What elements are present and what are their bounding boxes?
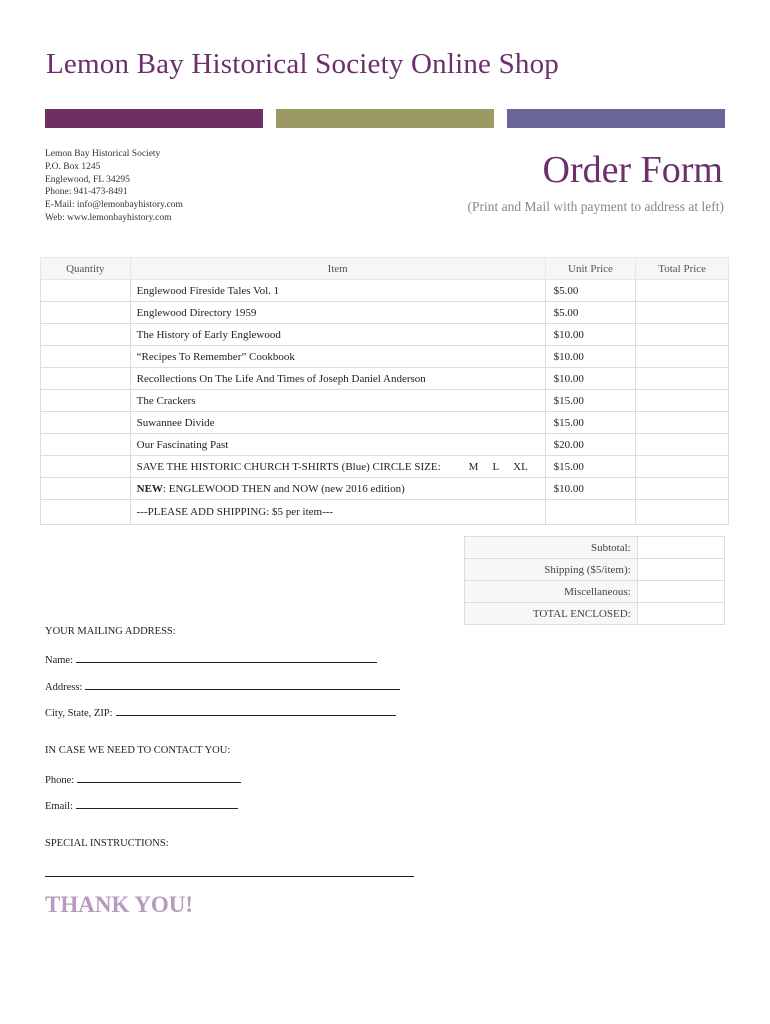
- quantity-cell[interactable]: [41, 412, 131, 434]
- city-state-zip-field[interactable]: [116, 705, 396, 716]
- name-label: Name:: [45, 655, 73, 666]
- organization-address: [45, 148, 183, 225]
- quantity-cell[interactable]: [41, 346, 131, 368]
- item-cell-tshirt: [130, 456, 545, 478]
- email-field[interactable]: [76, 798, 238, 809]
- item-cell: “Recipes To Remember” Cookbook: [130, 346, 545, 368]
- total-price-cell[interactable]: [636, 434, 729, 456]
- size-xl[interactable]: XL: [513, 460, 528, 473]
- quantity-cell[interactable]: [41, 478, 131, 500]
- table-header-row: [41, 258, 729, 280]
- quantity-cell[interactable]: [41, 324, 131, 346]
- unit-price-cell: $10.00: [545, 478, 636, 500]
- total-price-cell[interactable]: [636, 324, 729, 346]
- header-item: Item: [130, 258, 545, 280]
- phone-label: Phone:: [45, 775, 75, 786]
- total-price-cell[interactable]: [636, 390, 729, 412]
- table-row: [41, 280, 729, 302]
- subtotal-value[interactable]: [637, 537, 724, 559]
- org-name: Lemon Bay Historical Society: [45, 149, 161, 159]
- item-cell: Our Fascinating Past: [130, 434, 545, 456]
- total-price-cell: [636, 500, 729, 525]
- address-label: Address:: [45, 682, 83, 693]
- address-field-row: [45, 679, 400, 693]
- shipping-label: Shipping ($5/item):: [465, 559, 638, 581]
- subtotal-label: Subtotal:: [465, 537, 638, 559]
- header-band-purple: [45, 109, 263, 128]
- subtotal-row: [465, 537, 725, 559]
- unit-price-cell: $5.00: [545, 280, 636, 302]
- org-phone: Phone: 941-473-8491: [45, 187, 128, 198]
- item-cell-new: [130, 478, 545, 500]
- unit-price-cell: $10.00: [545, 368, 636, 390]
- name-field[interactable]: [76, 652, 377, 663]
- tshirt-item-label: SAVE THE HISTORIC CHURCH T-SHIRTS (Blue) CIRCLE SIZE:: [136, 460, 441, 473]
- misc-label: Miscellaneous:: [465, 581, 638, 603]
- table-row: [41, 412, 729, 434]
- total-price-cell[interactable]: [636, 456, 729, 478]
- unit-price-cell: $15.00: [545, 412, 636, 434]
- quantity-cell[interactable]: [41, 280, 131, 302]
- table-row: [41, 302, 729, 324]
- mailing-address-heading: YOUR MAILING ADDRESS:: [45, 626, 176, 637]
- address-field[interactable]: [85, 679, 400, 690]
- phone-field[interactable]: [77, 772, 241, 783]
- total-label: TOTAL ENCLOSED:: [465, 603, 638, 625]
- total-row: [465, 603, 725, 625]
- item-cell: The Crackers: [130, 390, 545, 412]
- misc-value[interactable]: [637, 581, 724, 603]
- unit-price-cell: $10.00: [545, 346, 636, 368]
- order-form-subtitle: (Print and Mail with payment to address at left): [467, 199, 724, 214]
- header-band-olive: [276, 109, 494, 128]
- total-price-cell[interactable]: [636, 478, 729, 500]
- total-price-cell[interactable]: [636, 280, 729, 302]
- size-options: [455, 461, 528, 473]
- item-cell: Englewood Fireside Tales Vol. 1: [130, 280, 545, 302]
- total-price-cell[interactable]: [636, 302, 729, 324]
- unit-price-cell: $15.00: [545, 390, 636, 412]
- unit-price-cell: $15.00: [545, 456, 636, 478]
- new-item-label: : ENGLEWOOD THEN and NOW (new 2016 edition): [162, 482, 405, 495]
- order-items-table: [40, 257, 729, 525]
- table-row-tshirt: [41, 456, 729, 478]
- table-row: [41, 324, 729, 346]
- header-band-violet: [507, 109, 725, 128]
- special-instructions-heading: SPECIAL INSTRUCTIONS:: [45, 838, 169, 849]
- size-m[interactable]: M: [468, 460, 479, 473]
- item-cell: Englewood Directory 1959: [130, 302, 545, 324]
- table-row-new-item: [41, 478, 729, 500]
- org-web[interactable]: Web: www.lemonbayhistory.com: [45, 212, 172, 223]
- email-field-row: [45, 798, 238, 812]
- shipping-note: ---PLEASE ADD SHIPPING: $5 per item---: [130, 500, 545, 525]
- org-city: Englewood, FL 34295: [45, 174, 130, 185]
- org-email[interactable]: E-Mail: info@lemonbayhistory.com: [45, 200, 183, 211]
- item-cell: The History of Early Englewood: [130, 324, 545, 346]
- quantity-cell[interactable]: [41, 390, 131, 412]
- totals-table: [464, 536, 725, 625]
- unit-price-cell: $10.00: [545, 324, 636, 346]
- new-badge: NEW: [136, 482, 163, 495]
- quantity-cell: [41, 500, 131, 525]
- phone-field-row: [45, 772, 241, 786]
- unit-price-cell: $5.00: [545, 302, 636, 324]
- order-form-title: Order Form: [542, 149, 723, 191]
- email-label: Email:: [45, 801, 73, 812]
- org-pobox: P.O. Box 1245: [45, 161, 101, 172]
- table-row-shipping: [41, 500, 729, 525]
- table-row: [41, 368, 729, 390]
- size-l[interactable]: L: [492, 460, 500, 473]
- unit-price-cell: $20.00: [545, 434, 636, 456]
- city-field-row: [45, 705, 396, 719]
- header-quantity: Quantity: [41, 258, 131, 280]
- unit-price-cell: [545, 500, 636, 525]
- total-price-cell[interactable]: [636, 368, 729, 390]
- header-total-price: Total Price: [636, 258, 729, 280]
- quantity-cell[interactable]: [41, 456, 131, 478]
- table-row: [41, 434, 729, 456]
- contact-heading: IN CASE WE NEED TO CONTACT YOU:: [45, 745, 231, 756]
- header-unit-price: Unit Price: [545, 258, 636, 280]
- item-cell: Recollections On The Life And Times of Joseph Daniel Anderson: [130, 368, 545, 390]
- quantity-cell[interactable]: [41, 302, 131, 324]
- shipping-value[interactable]: [637, 559, 724, 581]
- quantity-cell[interactable]: [41, 368, 131, 390]
- shipping-row: [465, 559, 725, 581]
- item-cell: Suwannee Divide: [130, 412, 545, 434]
- total-price-cell[interactable]: [636, 412, 729, 434]
- total-price-cell[interactable]: [636, 346, 729, 368]
- special-instructions-field[interactable]: [45, 876, 414, 877]
- table-row: [41, 346, 729, 368]
- table-row: [41, 390, 729, 412]
- quantity-cell[interactable]: [41, 434, 131, 456]
- misc-row: [465, 581, 725, 603]
- thank-you-text: THANK YOU!: [45, 892, 194, 917]
- name-field-row: [45, 652, 377, 666]
- total-value[interactable]: [637, 603, 724, 625]
- page-title: Lemon Bay Historical Society Online Shop: [46, 48, 560, 80]
- city-label: City, State, ZIP:: [45, 708, 113, 719]
